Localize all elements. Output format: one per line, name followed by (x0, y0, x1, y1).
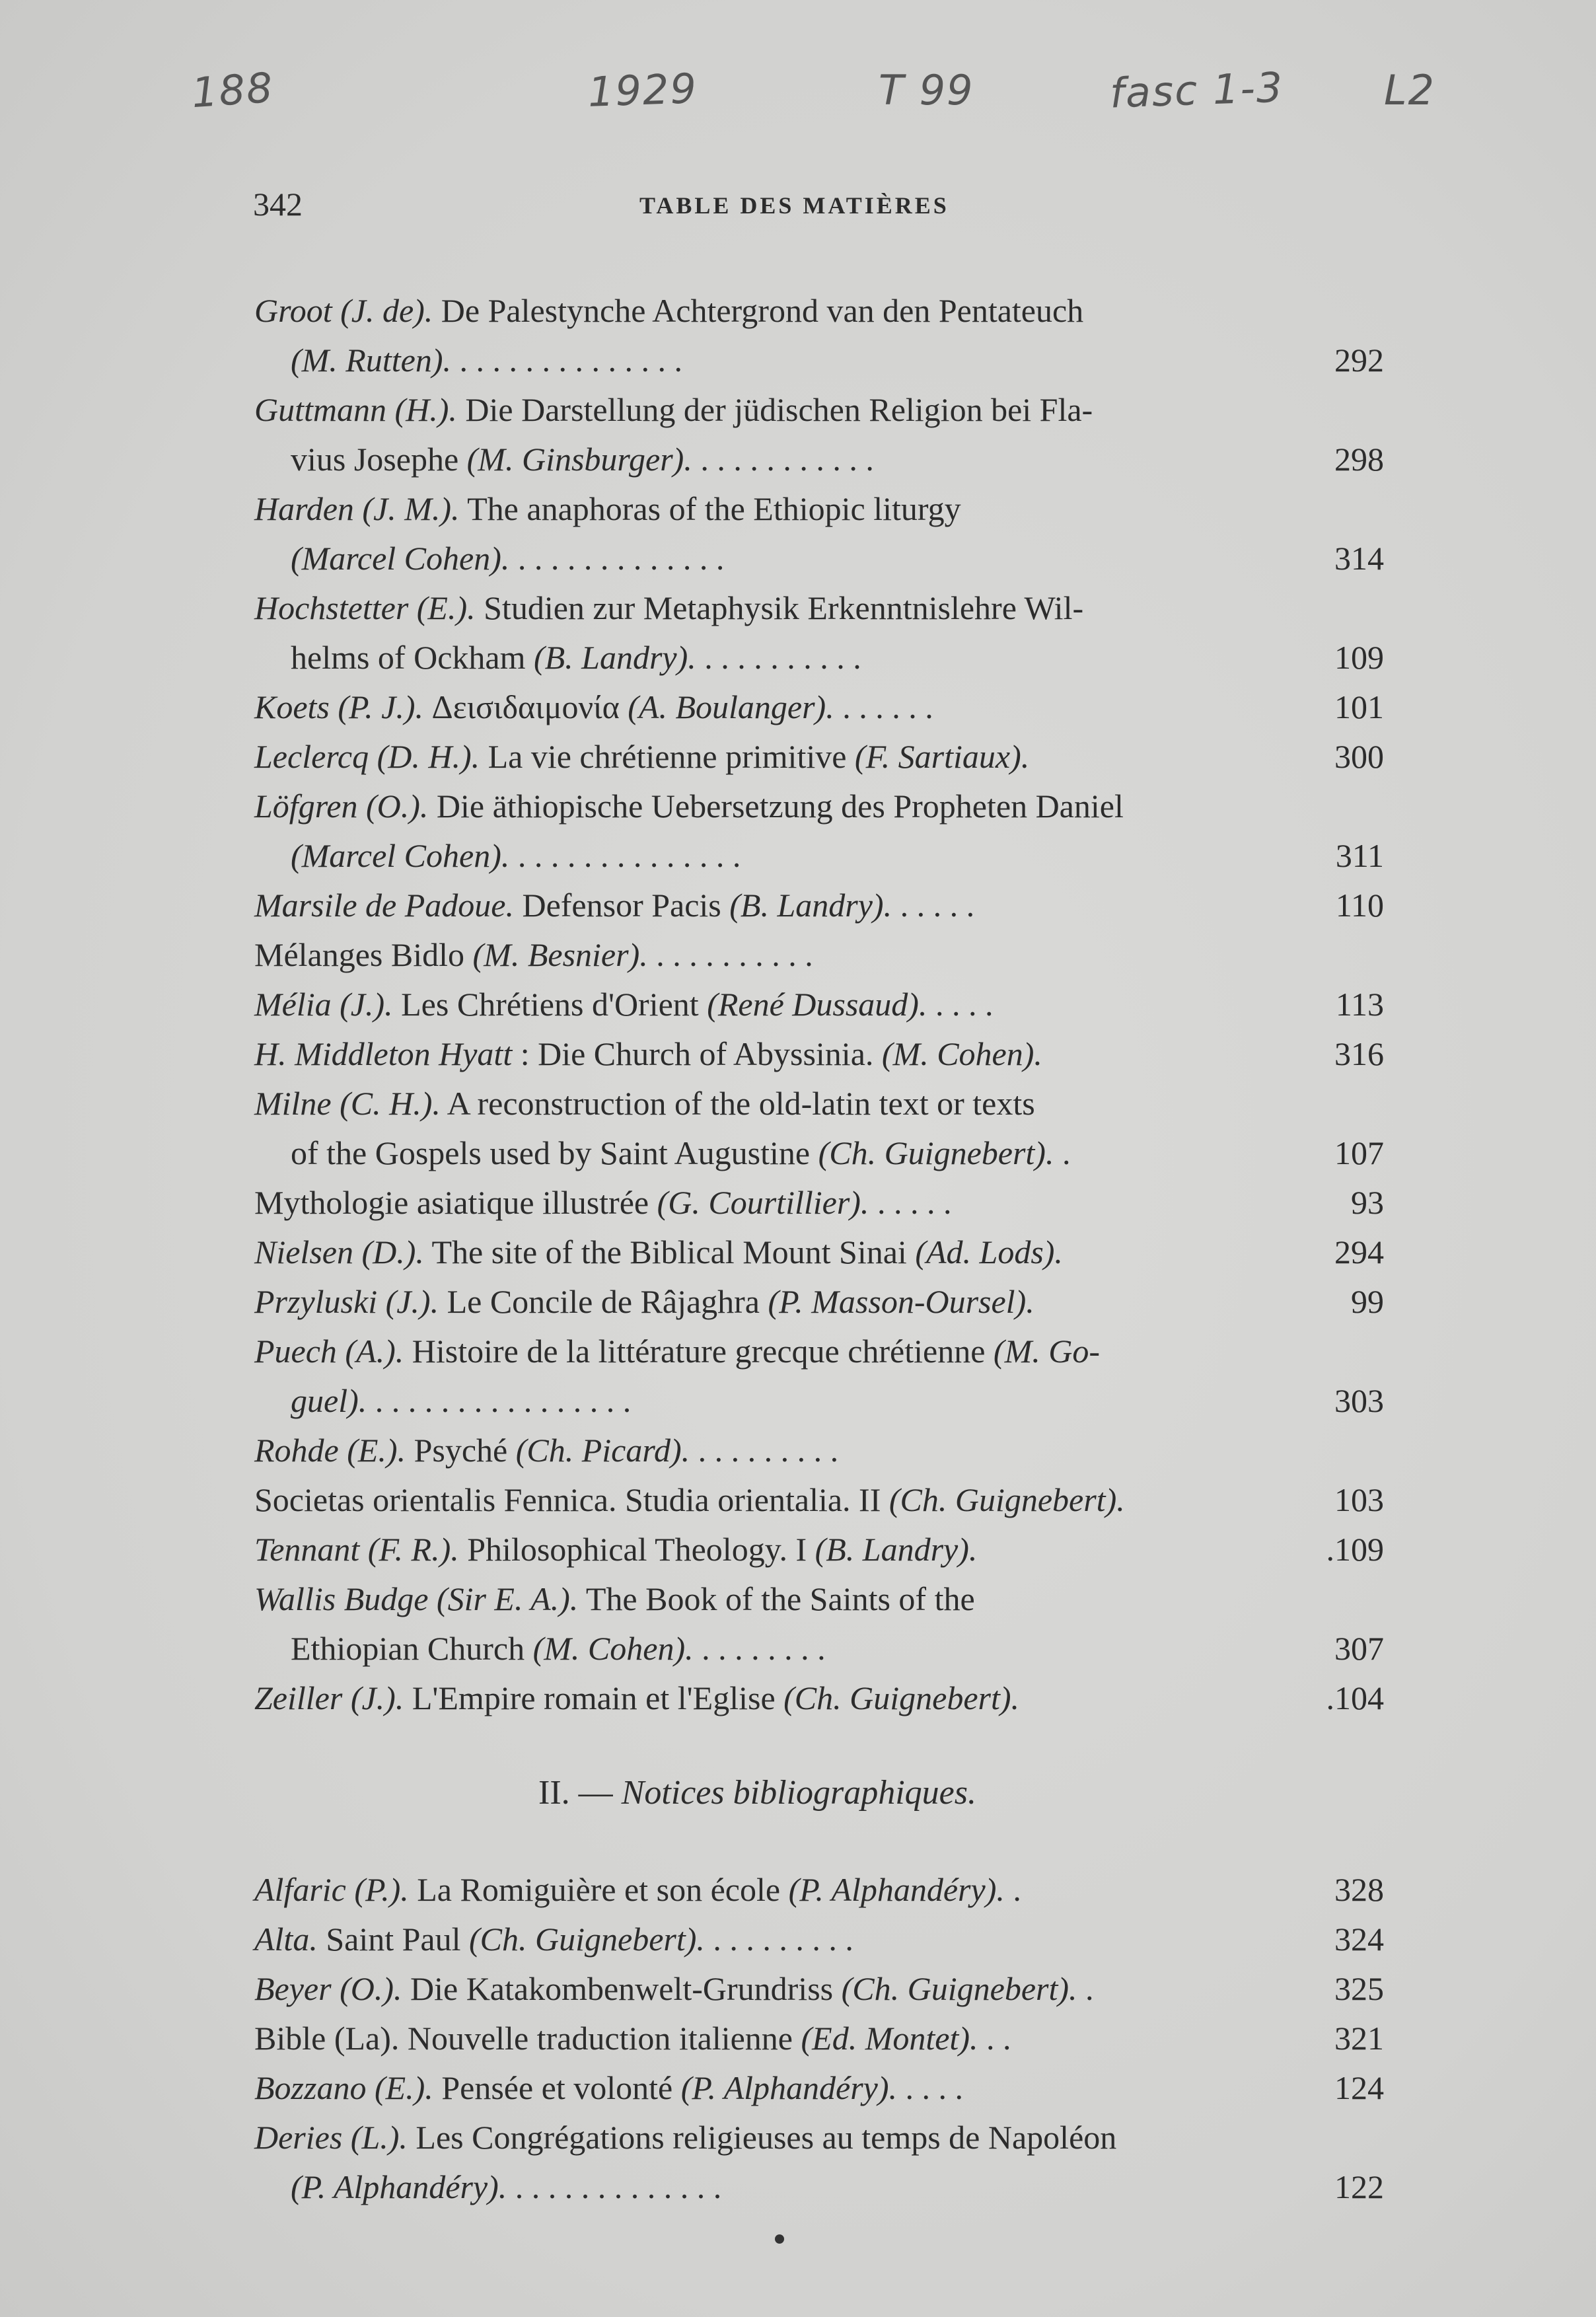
handwritten-annotation: 1929 (587, 64, 699, 116)
entry-line (254, 740, 1029, 773)
entry-line (254, 2022, 1011, 2055)
entry-line (254, 1235, 1063, 1269)
handwritten-annotation: L2 (1384, 66, 1435, 114)
entry-author: Leclercq (D. H.). (254, 738, 480, 775)
entry-reviewer: (Ch. Guignebert). (783, 1679, 1020, 1716)
entry-author: Zeiller (J.). (254, 1679, 404, 1716)
entry-page-number: .109 (1326, 1531, 1384, 1568)
entry-page-number: 307 (1334, 1630, 1384, 1667)
entry-reviewer: (B. Landry). (815, 1531, 978, 1568)
entry-author: Milne (C. H.). (254, 1085, 441, 1122)
entry-author: Wallis Budge (Sir E. A.). (254, 1580, 579, 1617)
entry-leaders: . . . . . . . . . . . . . . (451, 342, 682, 379)
entry-line (254, 1037, 1042, 1070)
entry-leaders: . . . . . . . . . (704, 1921, 853, 1958)
entry-line (254, 393, 1093, 426)
entry-title: Mythologie asiatique illustrée (254, 1184, 657, 1221)
entry-author: Groot (J. de). (254, 292, 433, 329)
entry-reviewer: (Ch. Guignebert). (469, 1921, 705, 1958)
entry-page-number: 124 (1334, 2069, 1384, 2106)
entry-title: De Palestynche Achtergrond van den Pentateuch (433, 292, 1084, 329)
entry-line (254, 1681, 1019, 1714)
entry-author: Hochstetter (E.). (254, 589, 476, 626)
entry-page-number: 101 (1334, 688, 1384, 725)
entry-author: Bozzano (E.). (254, 2069, 433, 2106)
entry-title: : Die Church of Abyssinia. (512, 1035, 882, 1072)
entry-line (254, 1923, 853, 1956)
entry-author: Guttmann (H.). (254, 391, 457, 428)
entry-author: Nielsen (D.). (254, 1233, 424, 1270)
entry-title: La vie chrétienne primitive (480, 738, 855, 775)
entry-leaders: . . . . . . (834, 688, 933, 725)
entry-title: Le Concile de Râjaghra (439, 1283, 768, 1320)
entry-leaders: . . . . . . . . . . . . . (507, 2168, 722, 2205)
entry-title: vius Josephe (291, 441, 467, 478)
entry-line (254, 1533, 977, 1566)
entry-title: A reconstruction of the old-latin text or texts (440, 1085, 1035, 1122)
entry-author: Marsile de Padoue. (254, 887, 514, 924)
entry-author: Alfaric (P.). (254, 1871, 409, 1908)
entry-line (291, 1632, 826, 1665)
entry-line (254, 889, 974, 922)
entry-title: Ethiopian Church (291, 1630, 533, 1667)
entry-leaders: . . . . . (869, 1184, 952, 1221)
entry-page-number: 292 (1334, 342, 1384, 379)
entry-page-number: 294 (1334, 1233, 1384, 1270)
entry-line (291, 443, 874, 476)
entry-page-number: 314 (1334, 540, 1384, 577)
entry-reviewer: (Ad. Lods). (915, 1233, 1063, 1270)
handwritten-annotation: T 99 (879, 66, 974, 114)
entry-page-number: 325 (1334, 1970, 1384, 2007)
entry-page-number: 109 (1334, 639, 1384, 676)
entry-page-number: 324 (1334, 1921, 1384, 1958)
entry-line (254, 2071, 963, 2104)
page-number: 342 (253, 186, 303, 223)
entry-reviewer: (M. Cohen). (881, 1035, 1042, 1072)
entry-leaders: . . . . . . . . . (690, 1432, 839, 1469)
entry-reviewer: (Ch. Guignebert). (818, 1134, 1054, 1171)
entry-reviewer: (G. Courtillier). (657, 1184, 869, 1221)
entry-page-number: 107 (1334, 1134, 1384, 1171)
entry-author: Przyluski (J.). (254, 1283, 439, 1320)
entry-line (254, 492, 961, 525)
entry-line (254, 1434, 838, 1467)
entry-leaders: . . . . . . . . . . . . . (509, 540, 725, 577)
section-heading-title: Notices bibliographiques. (621, 1774, 976, 1812)
entry-page-number: 103 (1334, 1481, 1384, 1518)
entry-leaders: . . . . . . . . . . (647, 936, 813, 973)
entry-line (254, 1087, 1035, 1120)
entry-title: L'Empire romain et l'Eglise (404, 1679, 784, 1716)
entry-title: La Romiguière et son école (408, 1871, 789, 1908)
entry-leaders: . . . . . . . . . . . . . . (509, 837, 741, 874)
entry-reviewer: (A. Boulanger). (628, 688, 834, 725)
entry-author: Harden (J. M.). (254, 490, 460, 527)
entry-line (291, 641, 861, 674)
entry-page-number: 311 (1335, 837, 1384, 874)
entry-leaders: . . . . (927, 986, 994, 1023)
entry-reviewer: (M. Cohen). (532, 1630, 694, 1667)
entry-author: Tennant (F. R.). (254, 1531, 459, 1568)
entry-author: Mélia (J.). (254, 986, 393, 1023)
entry-line (254, 591, 1083, 624)
entry-author: Deries (L.). (254, 2119, 408, 2156)
entry-page-number: 93 (1351, 1184, 1384, 1221)
entry-reviewer: (Marcel Cohen). (291, 540, 510, 577)
entry-leaders: . . . . (897, 2069, 963, 2106)
entry-line (254, 790, 1124, 823)
entry-title: of the Gospels used by Saint Augustine (291, 1134, 818, 1171)
entry-line (254, 1873, 1021, 1906)
handwritten-annotation: 188 (190, 63, 275, 118)
entry-author: Alta. (254, 1921, 318, 1958)
entry-page-number: 321 (1334, 2020, 1384, 2057)
entry-leaders: . (1077, 1970, 1094, 2007)
entry-title: Defensor Pacis (513, 887, 730, 924)
entry-line (254, 1335, 1100, 1368)
entry-author: Puech (A.). (254, 1333, 404, 1370)
entry-title: helms of Ockham (291, 639, 534, 676)
entry-reviewer: (Ch. Guignebert). (889, 1481, 1125, 1518)
entry-leaders: . . . . . . . . . . . . . . . . (367, 1382, 632, 1419)
section-heading-prefix: II. — (538, 1774, 622, 1812)
entry-line (254, 1972, 1094, 2005)
entry-title: Pensée et volonté (433, 2069, 681, 2106)
entry-line (254, 1483, 1125, 1516)
entry-page-number: .104 (1326, 1679, 1384, 1716)
entry-line (254, 690, 933, 723)
entry-leaders: . . . . . . . . (693, 1630, 826, 1667)
entry-title: The Book of the Saints of the (578, 1580, 975, 1617)
entry-title: Les Chrétiens d'Orient (392, 986, 707, 1023)
entry-leaders: . (1054, 1134, 1071, 1171)
entry-leaders: . . (978, 2020, 1011, 2057)
entry-reviewer: (M. Besnier). (472, 936, 648, 973)
entry-reviewer: (M. Ginsburger). (466, 441, 692, 478)
entry-line (254, 938, 813, 971)
entry-reviewer: (Ch. Picard). (515, 1432, 690, 1469)
section-heading (538, 1773, 976, 1812)
running-title: TABLE DES MATIÈRES (639, 192, 949, 219)
entry-page-number: 300 (1334, 738, 1384, 775)
entry-reviewer: (P. Masson-Oursel). (768, 1283, 1034, 1320)
page-ornament-dot (775, 2234, 784, 2244)
entry-page-number: 99 (1351, 1283, 1384, 1320)
entry-title: Societas orientalis Fennica. Studia orientalia. II (254, 1481, 889, 1518)
entry-author: Beyer (O.). (254, 1970, 402, 2007)
entry-title: Philosophical Theology. I (458, 1531, 815, 1568)
entry-page-number: 110 (1335, 887, 1384, 924)
entry-reviewer: (René Dussaud). (707, 986, 927, 1023)
entry-reviewer: (M. Rutten). (291, 342, 451, 379)
entry-line (254, 1186, 951, 1219)
entry-reviewer: (P. Alphandéry). (291, 2168, 507, 2205)
entry-title: Les Congrégations religieuses au temps de Napoléon (407, 2119, 1117, 2156)
entry-title: Die äthiopische Uebersetzung des Propheten Daniel (428, 788, 1124, 825)
entry-reviewer: guel). (291, 1382, 367, 1419)
entry-leaders: . . . . . (892, 887, 975, 924)
entry-reviewer: (P. Alphandéry). (788, 1871, 1005, 1908)
entry-title: Die Darstellung der jüdischen Religion bei Fla- (456, 391, 1093, 428)
entry-title: Histoire de la littérature grecque chrétienne (404, 1333, 994, 1370)
entry-page-number: 122 (1334, 2168, 1384, 2205)
entry-line (254, 1285, 1034, 1318)
entry-reviewer: (M. Go- (993, 1333, 1100, 1370)
entry-title: The anaphoras of the Ethiopic liturgy (459, 490, 961, 527)
entry-line (291, 344, 682, 377)
entry-reviewer: (Ed. Montet). (801, 2020, 978, 2057)
entry-author: Koets (P. J.). (254, 688, 423, 725)
entry-reviewer: (B. Landry). (729, 887, 892, 924)
entry-line (291, 1136, 1070, 1169)
entry-page-number: 303 (1334, 1382, 1384, 1419)
entry-title: The site of the Biblical Mount Sinai (423, 1233, 916, 1270)
entry-line (254, 2121, 1116, 2154)
entry-leaders: . . . . . . . . . . . (692, 441, 874, 478)
entry-reviewer: (Ch. Guignebert). (841, 1970, 1077, 2007)
entry-reviewer: (P. Alphandéry). (680, 2069, 897, 2106)
entry-leaders: . . . . . . . . . . (696, 639, 861, 676)
entry-reviewer: (Marcel Cohen). (291, 837, 510, 874)
entry-title: Δεισιδαιμονία (423, 688, 628, 725)
entry-author: Rohde (E.). (254, 1432, 406, 1469)
handwritten-annotation: fasc 1-3 (1108, 63, 1285, 118)
entry-line (254, 988, 993, 1021)
entry-page-number: 328 (1334, 1871, 1384, 1908)
entry-title: Saint Paul (317, 1921, 470, 1958)
entry-line (291, 542, 724, 575)
entry-page-number: 298 (1334, 441, 1384, 478)
entry-title: Psyché (406, 1432, 516, 1469)
entry-author: Löfgren (O.). (254, 788, 429, 825)
entry-leaders: . (1004, 1871, 1021, 1908)
entry-title: Die Katakombenwelt-Grundriss (402, 1970, 842, 2007)
entry-page-number: 316 (1334, 1035, 1384, 1072)
entry-line (254, 1582, 975, 1615)
entry-line (254, 294, 1083, 327)
entry-title: Mélanges Bidlo (254, 936, 473, 973)
entry-title: Studien zur Metaphysik Erkenntnislehre Wil- (475, 589, 1084, 626)
entry-line (291, 1384, 631, 1417)
entry-author: H. Middleton Hyatt (254, 1035, 513, 1072)
entry-line (291, 2170, 721, 2203)
entry-page-number: 113 (1335, 986, 1384, 1023)
entry-reviewer: (F. Sartiaux). (854, 738, 1030, 775)
entry-reviewer: (B. Landry). (533, 639, 696, 676)
entry-line (291, 839, 741, 872)
entry-title: Bible (La). Nouvelle traduction italienne (254, 2020, 801, 2057)
